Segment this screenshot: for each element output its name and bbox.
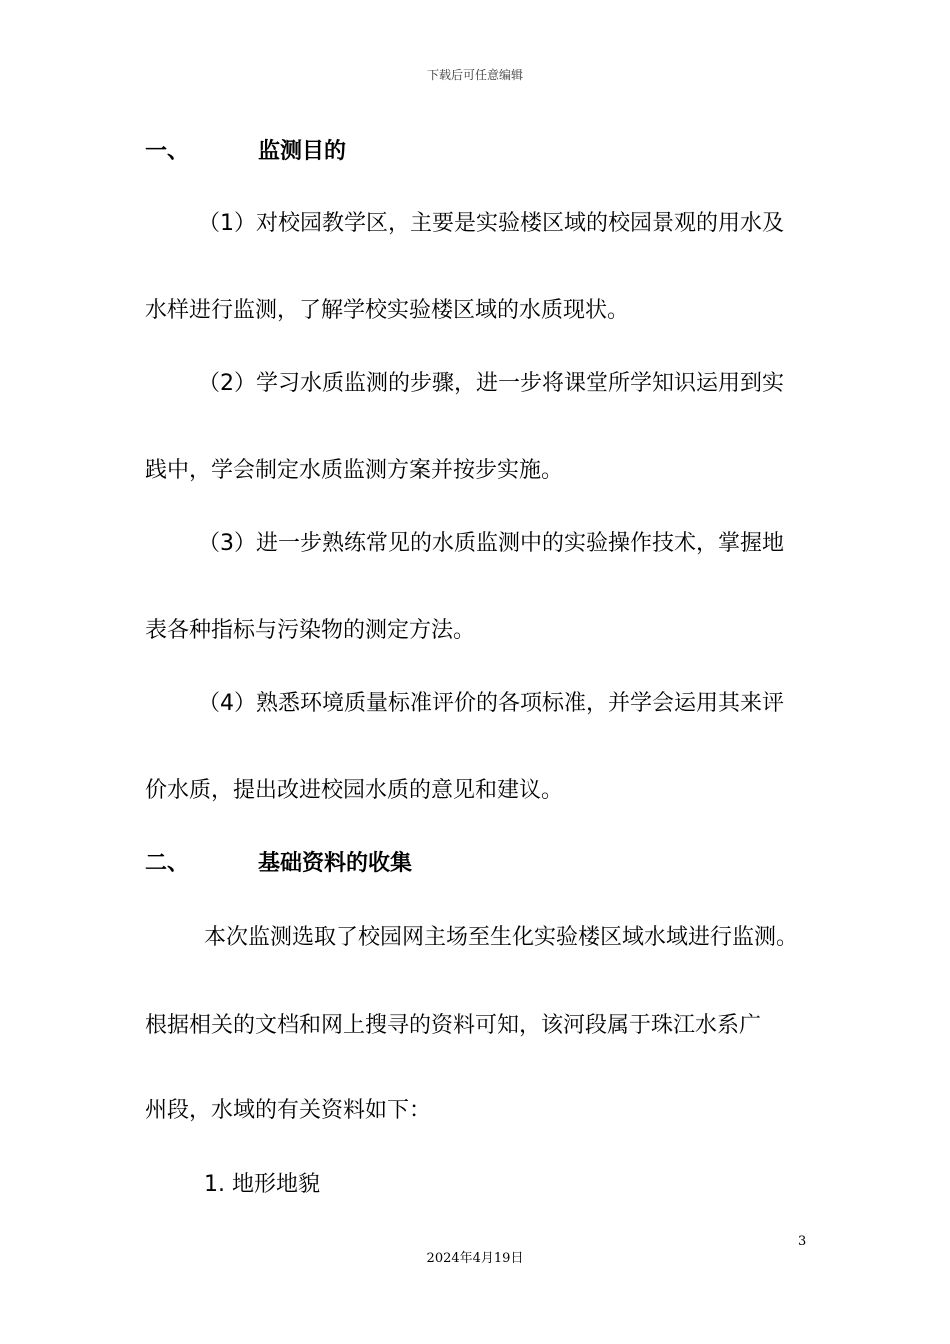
list-item: 1. 地形地貌 [204, 1172, 320, 1197]
paragraph-line: 本次监测选取了校园网主场至生化实验楼区域水域进行监测。 [204, 925, 799, 950]
paragraph-line: 表各种指标与污染物的测定方法。 [145, 618, 476, 643]
section-2-title: 基础资料的收集 [258, 851, 413, 876]
paragraph-line: （1）对校园教学区，主要是实验楼区域的校园景观的用水及 [198, 211, 784, 236]
page-header: 下载后可任意编辑 [426, 68, 523, 82]
page-number: 3 [798, 1234, 807, 1249]
section-1-number: 一、 [145, 139, 190, 164]
paragraph-line: 践中，学会制定水质监测方案并按步实施。 [145, 458, 564, 483]
paragraph-line: 水样进行监测，了解学校实验楼区域的水质现状。 [145, 298, 630, 323]
paragraph-line: （3）进一步熟练常见的水质监测中的实验操作技术，掌握地 [198, 531, 784, 556]
paragraph-line: 价水质，提出改进校园水质的意见和建议。 [145, 778, 564, 803]
paragraph-line: （4）熟悉环境质量标准评价的各项标准，并学会运用其来评 [198, 691, 784, 716]
footer-date: 2024年4月19日 [426, 1251, 524, 1266]
paragraph-line: 根据相关的文档和网上搜寻的资料可知，该河段属于珠江水系广 [145, 1013, 762, 1038]
section-2-number: 二、 [145, 851, 190, 876]
paragraph-line: 州段，水域的有关资料如下： [145, 1098, 432, 1123]
section-1-title: 监测目的 [258, 139, 347, 164]
paragraph-line: （2）学习水质监测的步骤，进一步将课堂所学知识运用到实 [198, 371, 784, 396]
